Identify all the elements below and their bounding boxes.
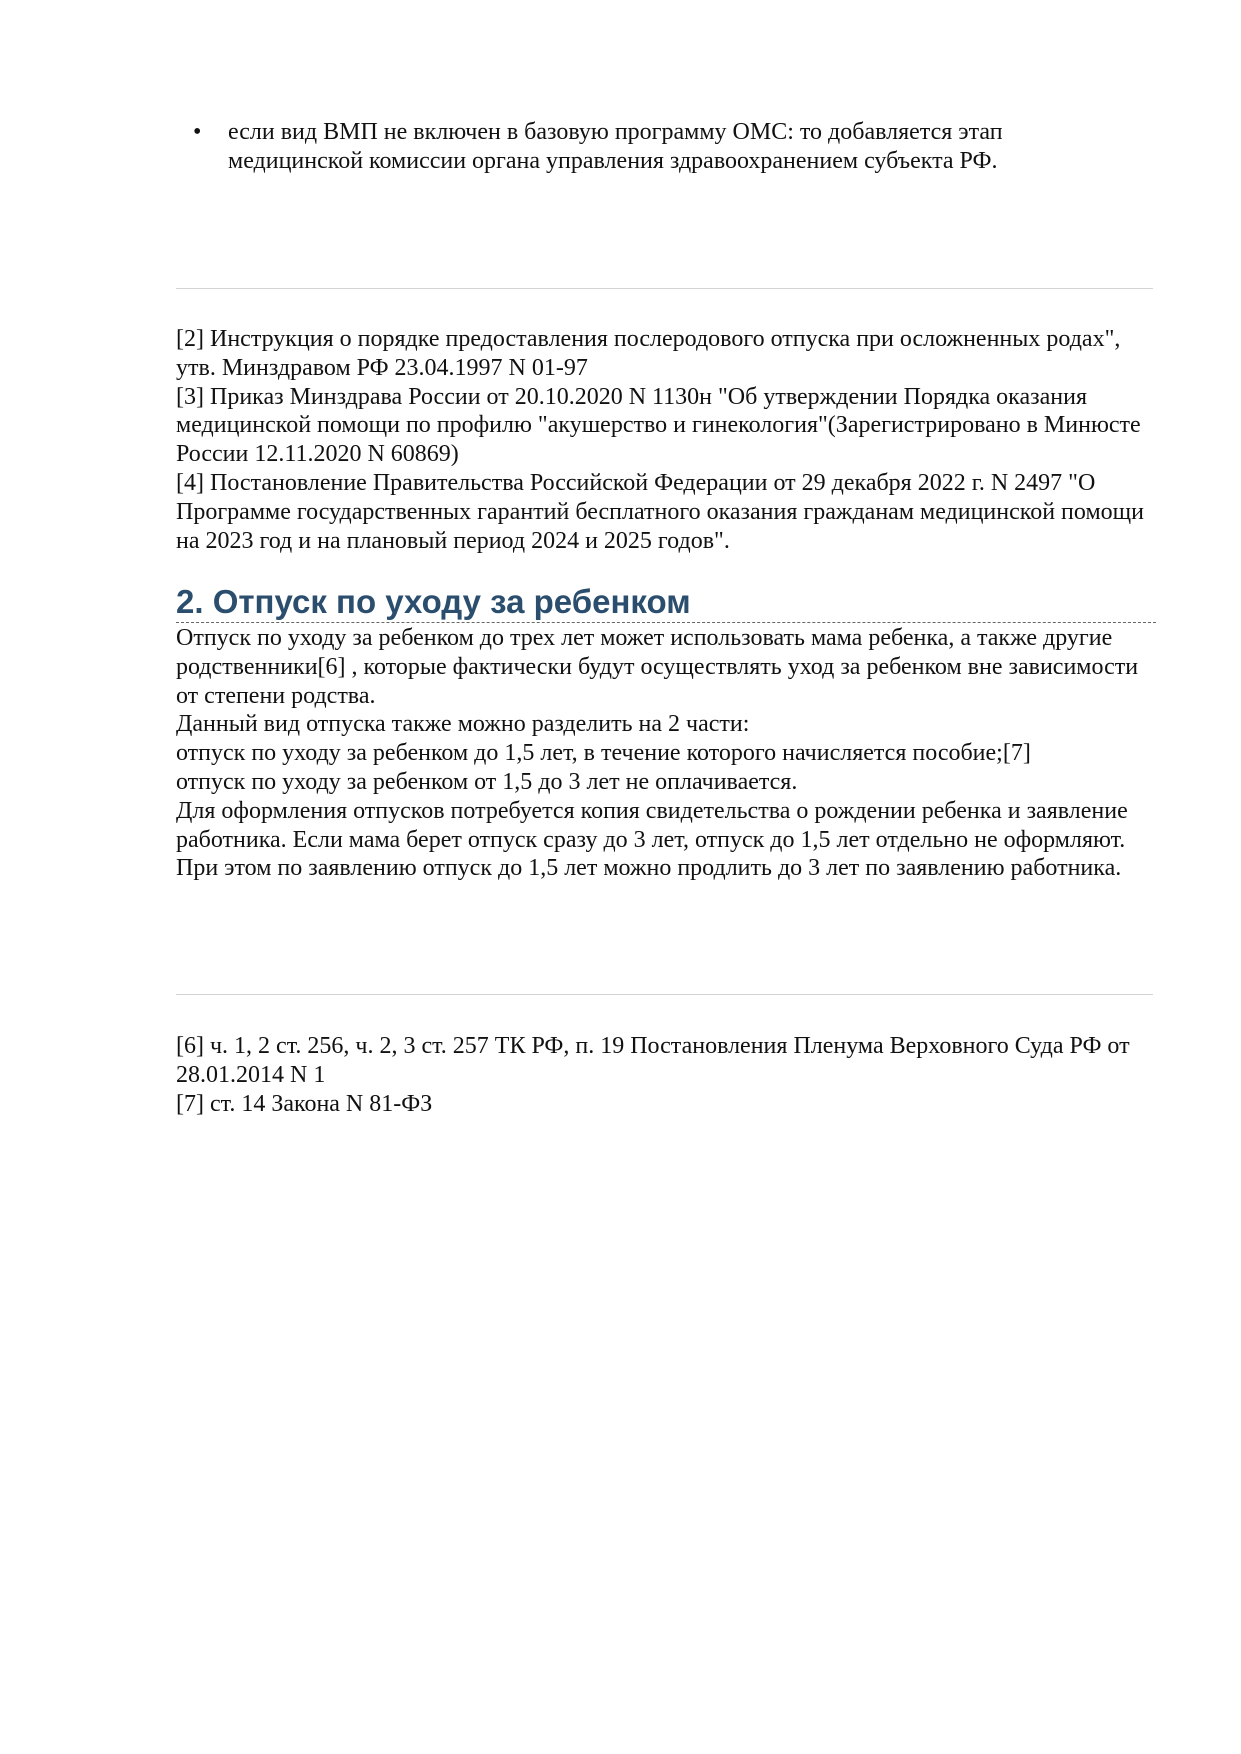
paragraph: Данный вид отпуска также можно разделить на 2 части: [176,711,750,738]
paragraph: отпуск по уходу за ребенком от 1,5 до 3 лет не оплачивается. [176,768,798,795]
footnotes-block [176,1032,1156,1118]
paragraph: Для оформления отпусков потребуется копия свидетельства о рождении ребенка и заявление работника. Если мама берет отпуск сразу до 3 лет, отпуск до 1,5 лет отдельно не оформляют. При этом по заявлению отпуск до 1,5 лет можно продлить до 3 лет по заявлению работника. [176,797,1128,882]
paragraph: отпуск по уходу за ребенком до 1,5 лет, в течение которого начисляется пособие;[7] [176,740,1031,767]
footnote-6: [6] ч. 1, 2 ст. 256, ч. 2, 3 ст. 257 ТК РФ, п. 19 Постановления Пленума Верховного Суда РФ от 28.01.2014 N 1 [176,1033,1130,1088]
paragraph: Отпуск по уходу за ребенком до трех лет может использовать мама ребенка, а также другие родственники[6] , которые фактически будут осуществлять уход за ребенком вне зависимости от степени родства. [176,625,1139,709]
bullet-list [190,118,1060,176]
footnote-7: [7] ст. 14 Закона N 81-ФЗ [176,1090,433,1117]
footnotes-block [176,325,1156,555]
section-body [176,624,1156,883]
bullet-icon: • [193,119,202,145]
footnote-2: [2] Инструкция о порядке предоставления послеродового отпуска при осложненных родах", утв. Минздравом РФ 23.04.1997 N 01-97 [176,326,1121,381]
footnote-separator [176,994,1153,995]
footnote-3: [3] Приказ Минздрава России от 20.10.2020 N 1130н "Об утверждении Порядка оказания медицинской помощи по профилю "акушерство и гинекология"(Зарегистрировано в Минюсте России 12.11.2020 N 60869) [176,383,1141,468]
list-item-text: если вид ВМП не включен в базовую программу ОМС: то добавляется этап медицинской комиссии органа управления здравоохранением субъекта РФ. [228,119,1003,174]
footnote-separator [176,288,1153,289]
footnote-4: [4] Постановление Правительства Российской Федерации от 29 декабря 2022 г. N 2497 "О Программе государственных гарантий бесплатного оказания гражданам медицинской помощи на 2023 год и на плановый период 2024 и 2025 годов". [176,469,1144,554]
list-item [190,118,1060,176]
section-heading: 2. Отпуск по уходу за ребенком [176,580,1156,623]
